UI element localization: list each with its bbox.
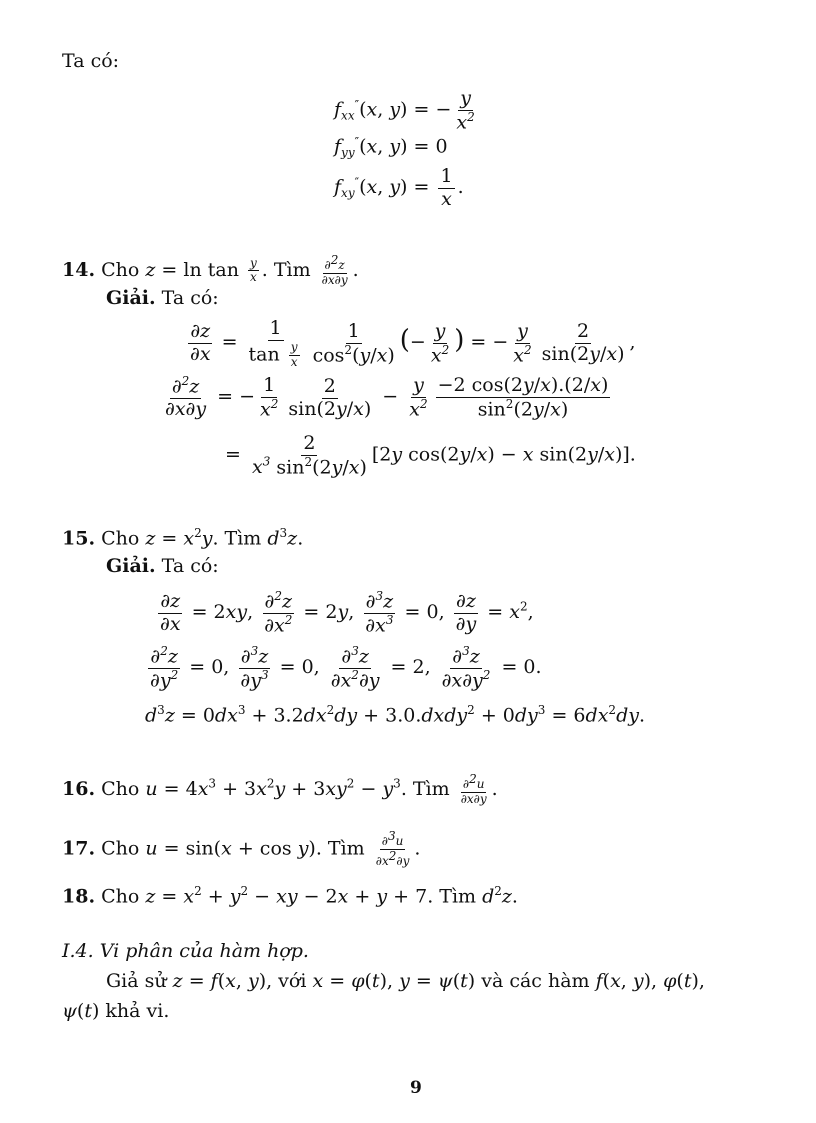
section-heading: I.4. Vi phân của hàm hợp.: [62, 940, 309, 962]
section-body-line-2: ψ(t) khả vi.: [62, 1000, 170, 1022]
exercise-18-statement: 18. Cho $z = x^2 + y^2$ − xy − 2x + y + 7. Tìm $d^2z$.: [62, 884, 518, 908]
exercise-14-statement: 14. Cho z = ln tan $\frac{y}{x}$ . Tìm $\frac{\partial^2z}{\partial x\partial y}$ .: [62, 253, 359, 287]
ex14-line-3: = $\frac{2}{x^3 \sin^2(2y/x)}$ [2y cos(2y/x) − x sin(2y/x)].: [225, 432, 636, 479]
ex14-line-1: $\frac{\partial z}{\partial x}$ = 1 tan $\frac{y}{x}$ $\frac{1}{\cos^2(y/x)}$ (− $\frac{y}{x^2}$ ) = − $\frac{y}{x^2}$ $\frac{2}{\sin(2y/x)}$ ,: [190, 317, 636, 369]
exercise-14-solution-label: Giải. Ta có:: [106, 287, 219, 309]
page-number: 9: [410, 1078, 422, 1098]
ex15-line-3: $d^3z = 0dx^3 + 3.2dx^2dy$ + 3.0.dxdy$^2$ + $0dy^3 = 6dx^2dy$.: [145, 703, 646, 727]
intro-text: Ta có:: [62, 50, 120, 72]
formula-fyy: $f_{yy}''(x$, y) = 0: [334, 135, 448, 160]
exercise-16-statement: 16. Cho $u = 4x^3 + 3x^2y + 3xy^2 - y^3$. Tìm $\frac{\partial^2u}{\partial x\partial y}$ .: [62, 772, 498, 806]
formula-fxx: $f_{xx}''(x$, y) = − $\frac{y}{x^2}$: [334, 87, 475, 134]
exercise-17-statement: 17. Cho u = sin(x + cos y). Tìm $\frac{\partial^3u}{\partial x^2\partial y}$ .: [62, 829, 421, 868]
section-body-line-1: Giả sử z = f(x, y), với x = φ(t), y = ψ(t) và các hàm f(x, y), φ(t),: [106, 970, 705, 992]
ex15-line-2: $\frac{\partial^2z}{\partial y^2}$ = 0, $\frac{\partial^3z}{\partial y^3}$ = 0, $\frac{\partial^3z}{\partial x^2\partial y}$ = 2, $\frac{\partial^3z}{\partial x\partial y^2}$ = 0.: [150, 644, 542, 692]
ex14-line-2: $\frac{\partial^2z}{\partial x\partial y}$ = − $\frac{1}{x^2}$ $\frac{2}{\sin(2y/x)}$ − $\frac{y}{x^2}$ $\frac{-2 \cos(2y/x).(2/x)}{\sin^2(2y/x)}$: [165, 374, 609, 421]
exercise-15-statement: 15. Cho $z = x^2y$. Tìm $d^3z$.: [62, 526, 304, 550]
formula-fxy: $f_{xy}''(x$, y) = $\frac{1}{x}$ .: [334, 165, 464, 210]
exercise-15-solution-label: Giải. Ta có:: [106, 555, 219, 577]
ex15-line-1: $\frac{\partial z}{\partial x}$ = 2xy, $\frac{\partial^2z}{\partial x^2}$ = 2y, $\frac{\partial^3z}{\partial x^3}$ = 0, $\frac{\partial z}{\partial y}$ = $x^2$,: [160, 589, 534, 637]
